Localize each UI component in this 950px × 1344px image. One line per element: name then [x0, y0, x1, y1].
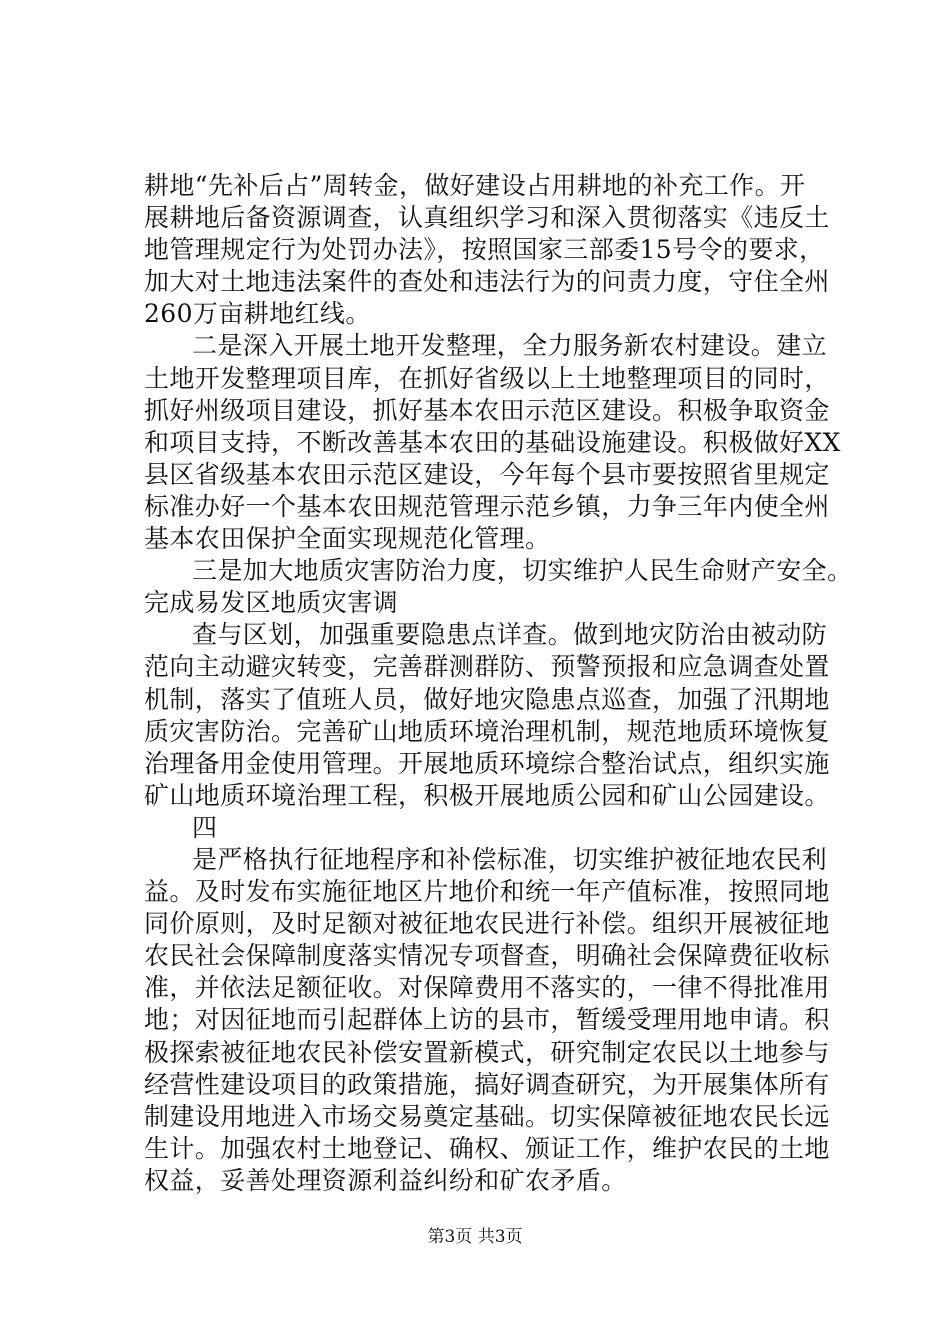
paragraph-start-line: 查与区划，加强重要隐患点详查。做到地灾防治由被动防 — [192, 620, 828, 650]
text-line: 农民社会保障制度落实情况专项督查，明确社会保障费征收标 — [144, 941, 830, 971]
text-line: 范向主动避灾转变，完善群测群防、预警预报和应急调查处置 — [144, 652, 830, 682]
text-line: 展耕地后备资源调查，认真组织学习和深入贯彻落实《违反土 — [144, 203, 830, 233]
text-line: 和项目支持，不断改善基本农田的基础设施建设。积极做好XX — [144, 427, 841, 457]
text-line: 标准办好一个基本农田规范管理示范乡镇，力争三年内使全州 — [144, 491, 830, 521]
text-line: 经营性建设项目的政策措施，搞好调查研究，为开展集体所有 — [144, 1069, 830, 1099]
text-line: 质灾害防治。完善矿山地质环境治理机制，规范地质环境恢复 — [144, 716, 830, 746]
text-line: 制建设用地进入市场交易奠定基础。切实保障被征地农民长远 — [144, 1101, 830, 1131]
text-line: 完成易发区地质灾害调 — [144, 588, 399, 618]
text-line: 准，并依法足额征收。对保障费用不落实的，一律不得批准用 — [144, 973, 830, 1003]
page-footer — [0, 1225, 950, 1249]
text-line: 生计。加强农村土地登记、确权、颁证工作，维护农民的土地 — [144, 1133, 830, 1163]
document-body — [144, 170, 853, 1197]
text-line: 地管理规定行为处罚办法》，按照国家三部委15号令的要求， — [144, 235, 825, 265]
paragraph-start-line: 三是加大地质灾害防治力度，切实维护人民生命财产安全。 — [192, 556, 853, 586]
text-line: 权益，妥善处理资源利益纠纷和矿农矛盾。 — [144, 1165, 627, 1195]
text-line: 县区省级基本农田示范区建设，今年每个县市要按照省里规定 — [144, 459, 830, 489]
text-line: 矿山地质环境治理工程，积极开展地质公园和矿山公园建设。 — [144, 780, 830, 810]
paragraph-start-line: 二是深入开展土地开发整理，全力服务新农村建设。建立 — [192, 331, 828, 361]
page-number-label: 第3页 共3页 — [427, 1227, 523, 1247]
text-line: 抓好州级项目建设，抓好基本农田示范区建设。积极争取资金 — [144, 395, 830, 425]
text-line: 地；对因征地而引起群体上访的县市，暂缓受理用地申请。积 — [144, 1005, 830, 1035]
paragraph-start-line: 是严格执行征地程序和补偿标准，切实维护被征地农民利 — [192, 844, 828, 874]
text-line: 基本农田保护全面实现规范化管理。 — [144, 524, 551, 554]
text-line: 益。及时发布实施征地区片地价和统一年产值标准，按照同地 — [144, 877, 830, 907]
text-line: 极探索被征地农民补偿安置新模式，研究制定农民以土地参与 — [144, 1037, 830, 1067]
text-line: 同价原则，及时足额对被征地农民进行补偿。组织开展被征地 — [144, 909, 830, 939]
text-line: 机制，落实了值班人员，做好地灾隐患点巡查，加强了汛期地 — [144, 684, 830, 714]
text-line: 加大对土地违法案件的查处和违法行为的问责力度，守住全州 — [144, 267, 830, 297]
text-line: 耕地“先补后占”周转金，做好建设占用耕地的补充工作。开 — [144, 171, 806, 200]
text-line: 260万亩耕地红线。 — [144, 299, 371, 329]
text-line: 治理备用金使用管理。开展地质环境综合整治试点，组织实施 — [144, 748, 830, 778]
text-line: 土地开发整理项目库，在抓好省级以上土地整理项目的同时， — [144, 363, 830, 393]
paragraph-start-line: 四 — [192, 812, 218, 842]
